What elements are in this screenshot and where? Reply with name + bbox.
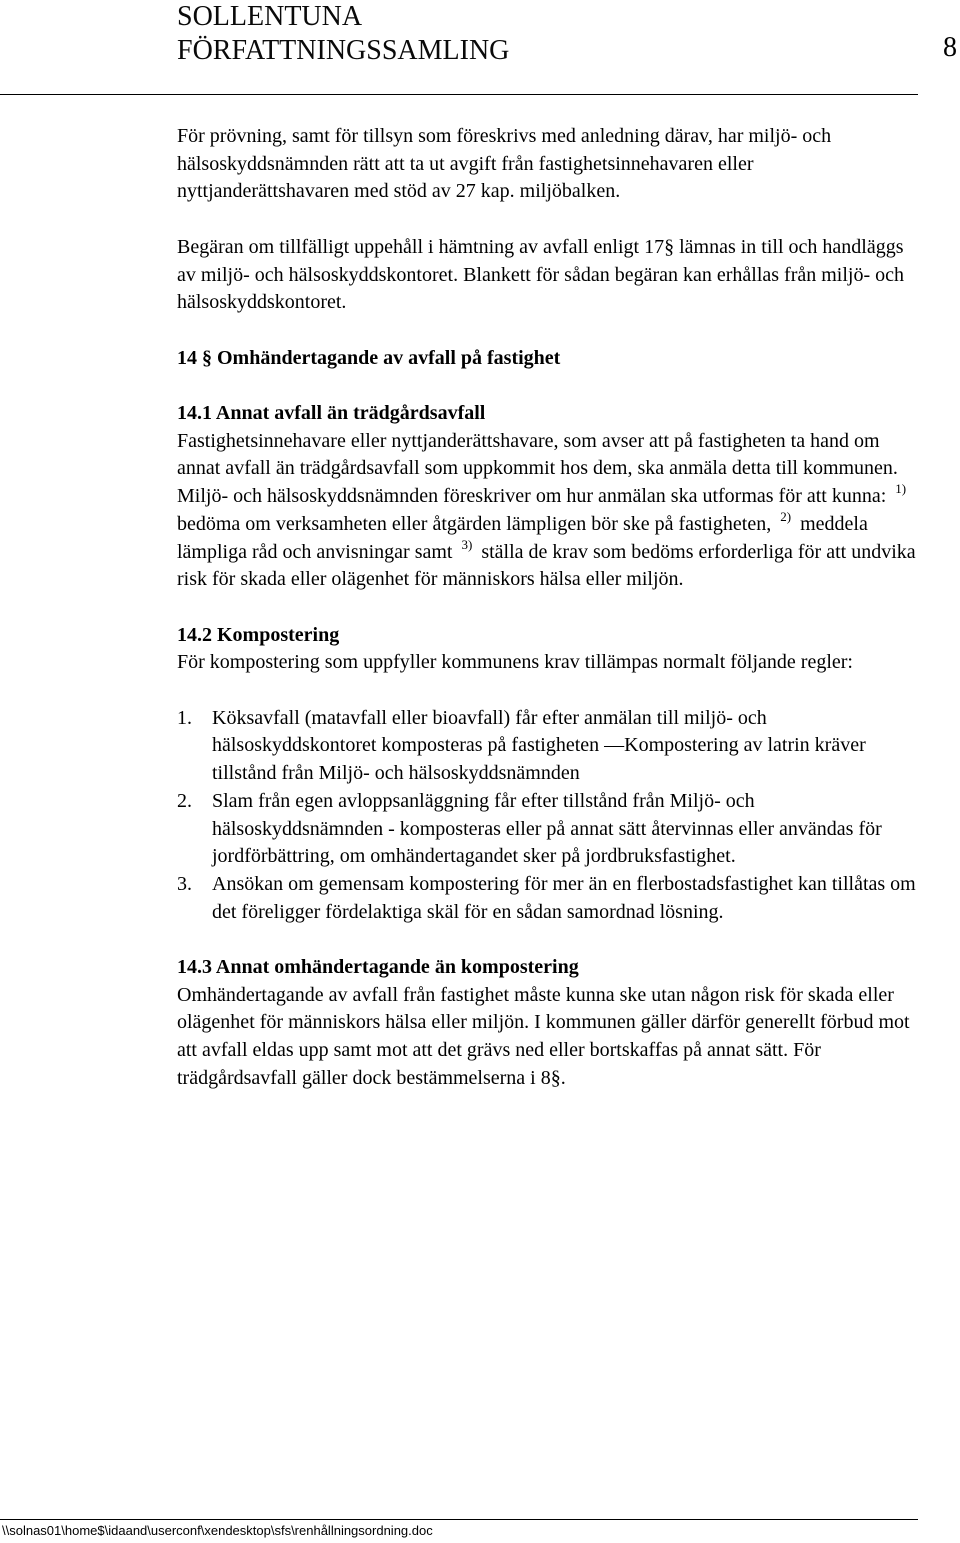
document-body [177,123,922,1093]
section-14-2-heading: 14.2 Kompostering [177,623,340,646]
section-14-heading [177,345,922,373]
section-14-number: 14 [177,346,197,369]
list-item-text: Slam från egen avloppsanläggning får efter tillstånd från Miljö- och hälsoskyddsnämnden - komposteras eller på annat sätt återvinnas eller användas för jordförbättring, om omhändertagandet sker på jordbruksfastighet. [212,789,882,868]
list-item [177,871,922,926]
header-title-line2: FÖRFATTNINGSSAMLING [177,35,510,66]
section-14-2-intro: För kompostering som uppfyller kommunens krav tillämpas normalt följande regler: [177,651,853,674]
header-divider [0,94,918,95]
list-item-number: 1. [177,706,192,729]
list-item [177,788,922,871]
section-14-title: Omhändertagande av avfall på fastighet [217,346,561,369]
document-header-title [177,0,509,68]
list-item-number: 3. [177,872,192,895]
composting-rules-list [177,705,922,927]
list-item-text: Köksavfall (matavfall eller bioavfall) får efter anmälan till miljö- och hälsoskyddskontoret komposteras på fastigheten —Kompostering av latrin kräver tillstånd från Miljö- och hälsoskyddsnämnden [212,706,866,785]
list-item [177,705,922,788]
section-14-3-paragraph: Omhändertagande av avfall från fastighet måste kunna ske utan någon risk för skada eller olägenhet för människors hälsa eller miljön. I kommunen gäller därför generellt förbud mot att avfall eldas upp samt mot att det grävs ned eller bortskaffas på annat sätt. För trädgårdsavfall gäller dock bestämmelserna i 8§. [177,983,910,1089]
section-14-1-paragraph-1: Fastighetsinnehavare eller nyttjanderättshavare, som avser att på fastigheten ta hand om annat avfall än trädgårdsavfall som uppkommit hos dem, ska anmäla detta till kommunen. [177,429,898,480]
section-sign: § [202,346,212,369]
section-14-1-paragraph-2: Miljö- och hälsoskyddsnämnden föreskriver om hur anmälan ska utformas för att kunna: $^{1)}$ bedöma om verksamheten eller åtgärden lämpligen bör ske på fastigheten, $^{2)}$ meddela lämpliga råd och anvisningar samt $^{3)}$ ställa de krav som bedöms erforderliga för att undvika risk för skada eller olägenhet för människors hälsa eller miljön. [177,481,916,591]
header-title-line1: SOLLENTUNA [177,1,363,32]
footer-file-path: \\solnas01\home$\idaand\userconf\xendesktop\sfs\renhållningsordning.doc [2,1523,433,1538]
page-number: 8 [943,32,957,63]
footnote-marker-3: 3) [461,536,473,552]
section-14-1-heading: 14.1 Annat avfall än trädgårdsavfall [177,401,486,424]
footnote-marker-2: 2) [780,508,792,524]
list-item-text: Ansökan om gemensam kompostering för mer än en flerbostadsfastighet kan tillåtas om det föreligger fördelaktiga skäl för en sådan samordnad lösning. [212,872,916,923]
section-14-3-heading: 14.3 Annat omhändertagande än kompostering [177,956,579,978]
paragraph-pause-request: Begäran om tillfälligt uppehåll i hämtning av avfall enligt 17§ lämnas in till och handläggs av miljö- och hälsoskyddskontoret. Blankett för sådan begäran kan erhållas från miljö- och hälsoskyddskontoret. [177,235,905,314]
list-item-number: 2. [177,789,192,812]
footnote-marker-1: 1) [895,481,907,497]
footer-divider [0,1519,918,1520]
paragraph-fees: För prövning, samt för tillsyn som föreskrivs med anledning därav, har miljö- och hälsoskyddsnämnden rätt att ta ut avgift från fastighetsinnehavaren eller nyttjanderättshavaren med stöd av 27 kap. miljöbalken. [177,125,832,203]
